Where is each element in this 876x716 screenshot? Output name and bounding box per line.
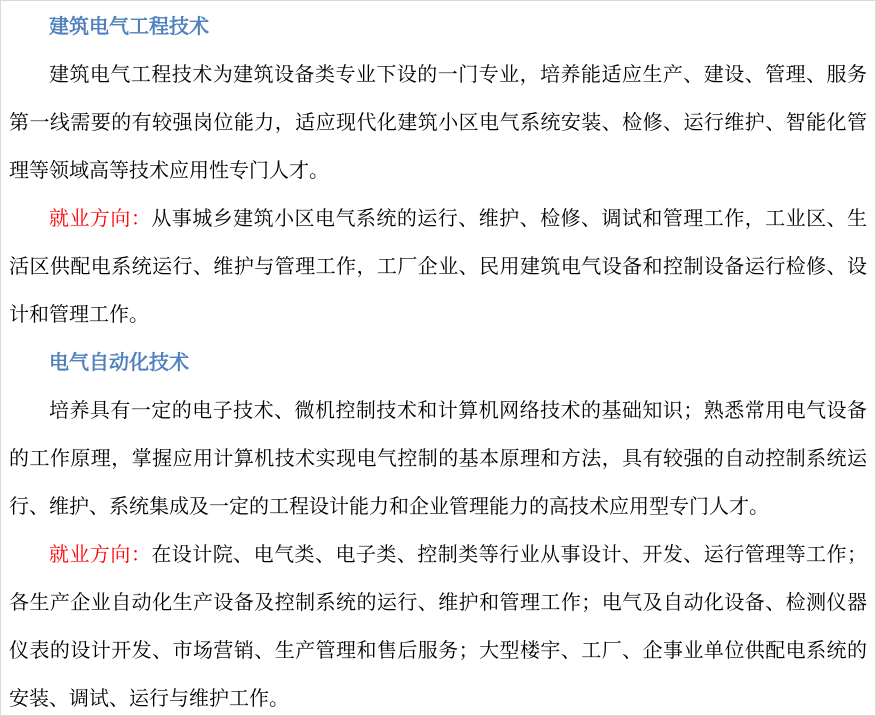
section-intro-building-electrical: 建筑电气工程技术为建筑设备类专业下设的一门专业，培养能适应生产、建设、管理、服务第一线需要的有较强岗位能力，适应现代化建筑小区电气系统安装、检修、运行维护、智能化管理等领域高等技术应用性专门人才。 xyxy=(9,64,867,182)
section-heading-building-electrical-engineering: 建筑电气工程技术 xyxy=(49,16,209,38)
employment-direction-label: 就业方向： xyxy=(49,544,152,566)
employment-paragraph-electrical-automation xyxy=(9,531,867,716)
employment-direction-text: 在设计院、电气类、电子类、控制类等行业从事设计、开发、运行管理等工作；各生产企业自动化生产设备及控制系统的运行、维护和管理工作；电气及自动化设备、检测仪器仪表的设计开发、市场营销、生产管理和售后服务；大型楼宇、工厂、企事业单位供配电系统的安装、调试、运行与维护工作。 xyxy=(9,544,868,710)
employment-direction-label: 就业方向： xyxy=(49,208,152,230)
section-heading-electrical-automation: 电气自动化技术 xyxy=(49,352,189,374)
employment-direction-text: 从事城乡建筑小区电气系统的运行、维护、检修、调试和管理工作，工业区、生活区供配电系统运行、维护与管理工作，工厂企业、民用建筑电气设备和控制设备运行检修、设计和管理工作。 xyxy=(9,208,868,326)
employment-paragraph-building-electrical xyxy=(9,195,867,339)
section-intro-electrical-automation: 培养具有一定的电子技术、微机控制技术和计算机网络技术的基础知识；熟悉常用电气设备的工作原理，掌握应用计算机技术实现电气控制的基本原理和方法，具有较强的自动控制系统运行、维护、系统集成及一定的工程设计能力和企业管理能力的高技术应用型专门人才。 xyxy=(9,400,867,518)
